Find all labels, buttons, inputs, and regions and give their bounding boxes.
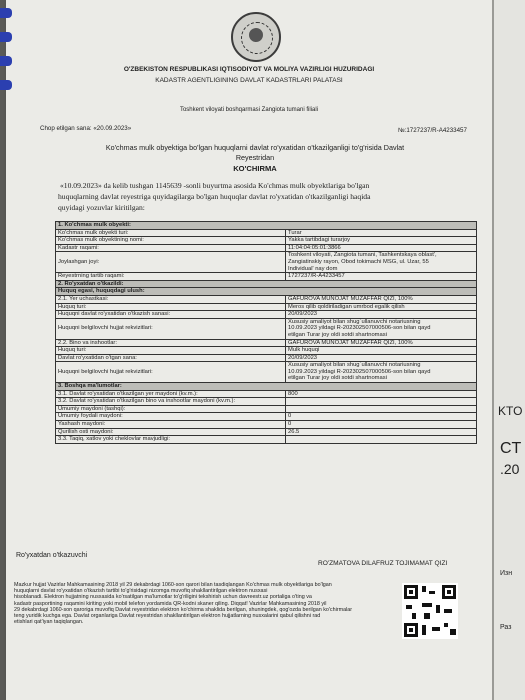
table-section-row	[56, 222, 477, 230]
row-key: 3.2. Davlat ro'yxatidan o'tkazilgan bino va inshootlar maydoni (kv.m.):	[56, 398, 286, 406]
row-value	[286, 398, 477, 406]
row-key: Huquqni belgilovchi hujjat rekvizitlari:	[56, 318, 286, 339]
row-key: Yashash maydoni:	[56, 421, 286, 429]
document-line: Xususiy amaliyot bilan shug`ullanuvchi notariusning	[288, 318, 421, 325]
qr-code-icon	[402, 583, 458, 639]
row-value: Meros qilib qoldiriladigan umrbod egalik qilish	[286, 303, 477, 311]
row-value: 0	[286, 421, 477, 429]
table-row	[56, 273, 477, 281]
row-key: Kadastr raqami:	[56, 244, 286, 252]
registrar-role: Ro'yxatdan o'tkazuvchi	[16, 552, 88, 559]
row-key: 2.2. Bino va inshootlar:	[56, 339, 286, 347]
row-key: Reyestrning tartib raqami:	[56, 273, 286, 281]
table-row	[56, 436, 477, 444]
row-value: Turar	[286, 229, 477, 237]
table-row	[56, 421, 477, 429]
table-row	[56, 347, 477, 355]
table-row	[56, 390, 477, 398]
address-line: Toshkent viloyati, Zangiota tumani, Tashkentskaya oblast',	[288, 252, 437, 259]
footnote-line: hisoblanadi. Elektron hujjatning nusxasida ko'rsatilgan ma'lumotlar to'g'riligini tekshirish uchun davreestr.uz portaliga o'ting va	[14, 594, 312, 601]
registrar-name: RO'ZMATOVA DILAFRUZ TOJIMAMAT QIZI	[318, 560, 448, 567]
footnote-line: Mazkur hujjat Vazirlar Mahkamasining 2018 yil 29 dekabrdagi 1060-son qarori bilan tasdiqlangan Ko'chmas mulk obyektlariga bo'lgan	[14, 582, 332, 588]
table-row	[56, 362, 477, 383]
document-line: 10.09.2023 yildagi R-202302507000506-son bilan qayd	[288, 368, 431, 375]
edge-text-kto: KTO	[498, 404, 523, 418]
table-row	[56, 252, 477, 273]
doc-title-line1: Ko'chmas mulk obyektiga bo'lgan huquqlarni davlat ro'yxatidan o'tkazilganligi to'g'risida Davlat	[105, 143, 405, 152]
row-value	[286, 252, 477, 273]
row-value	[286, 362, 477, 383]
address-line: Individual' nay dom	[288, 265, 338, 272]
section-title: 1. Ko'chmas mulk obyekti:	[56, 222, 477, 230]
section-subtitle: Huquq egasi, huquqdagi ulush:	[56, 288, 477, 296]
row-value	[286, 405, 477, 413]
row-value: GAFUROVA MUNOJAT MUZAFFAR QIZI, 100%	[286, 339, 477, 347]
row-value: 20/09/2023	[286, 311, 477, 319]
table-section-row	[56, 280, 477, 288]
document-line: Xususiy amaliyot bilan shug`ullanuvchi notariusning	[288, 362, 421, 369]
row-value	[286, 436, 477, 444]
table-row	[56, 405, 477, 413]
row-key: Umumiy foydali maydoni:	[56, 413, 286, 421]
document-number: №:1727237/R-A4233457	[398, 127, 467, 134]
footnote-line: etishlari qat'iyan taqiqlangan.	[14, 619, 84, 626]
registry-table	[55, 221, 477, 444]
row-value: 0	[286, 413, 477, 421]
document-line: 10.09.2023 yildagi R-202302507000506-son bilan qayd	[288, 325, 431, 332]
address-line: Zangiatinskiy rayon, Obod tokimachi MSG, ul. Uzar, 55	[288, 258, 429, 265]
footnote-line: teng yuridik kuchga ega. Davlat organlariga Davlat reyestridan shakllantirilgan elektron hujjatlarning nusxalarini qabul qilishni rad	[14, 613, 321, 620]
row-key: Huquq turi:	[56, 303, 286, 311]
binder-clip-mark	[0, 32, 12, 42]
row-value: Yakka tartibdagi turarjoy	[286, 237, 477, 245]
table-row	[56, 339, 477, 347]
intro-line3: quyidagi yozuvlar kiritilgan:	[58, 203, 145, 212]
row-key: 3.3. Taqiq, xatlov yoki cheklovlar mavjudligi:	[56, 436, 286, 444]
row-value	[286, 318, 477, 339]
table-row	[56, 237, 477, 245]
table-row	[56, 318, 477, 339]
table-row	[56, 428, 477, 436]
table-row	[56, 413, 477, 421]
row-value: 800	[286, 390, 477, 398]
document-line: etilgan Turar joy oldi sotdi shartnomasi	[288, 331, 387, 338]
footnote-line: 29 dekabrdagi 1060-son qaroriga muvofiq Davlat reyestridan elektron ko'chirma shaklida berilgan, shuningdek, qog'ozda berilgan ko'chirmalar	[14, 606, 353, 613]
row-value: 26.5	[286, 428, 477, 436]
row-key: Qurilish osti maydoni:	[56, 428, 286, 436]
agency-name: KADASTR AGENTLIGINING DAVLAT KADASTRLARI PALATASI	[155, 77, 343, 84]
row-key: Ko'chmas mulk obyektining nomi:	[56, 237, 286, 245]
edge-text-raz: Раз	[500, 624, 512, 631]
section-title: 3. Boshqa ma'lumotlar:	[56, 383, 477, 391]
state-emblem-icon	[231, 12, 281, 62]
table-section-row	[56, 288, 477, 296]
row-value: GAFUROVA MUNOJAT MUZAFFAR QIZI, 100%	[286, 295, 477, 303]
edge-text-izn: Изн	[500, 570, 513, 577]
legal-footnote	[14, 582, 396, 625]
table-row	[56, 295, 477, 303]
table-row	[56, 311, 477, 319]
edge-text-ct: CT	[500, 440, 522, 457]
row-key: Huquq turi:	[56, 347, 286, 355]
table-row	[56, 354, 477, 362]
document-line: etilgan Turar joy oldi sotdi shartnomasi	[288, 375, 387, 382]
table-section-row	[56, 383, 477, 391]
intro-line2: huquqlarning davlat reyestriga quyidagilarga bo'lgan huquqlar davlat ro'yxatidan o'tkazilganligi haqida	[58, 192, 371, 201]
doc-title: KO'CHIRMA	[233, 164, 277, 173]
footnote-line: huquqlarni davlat ro'yxatidan o'tkazish tartibi to'g'risidagi nizomga muvofiq shakllantirilgan elektron nusxasi	[14, 588, 268, 595]
edge-text-20: .20	[500, 461, 520, 477]
row-key: Joylashgan joyi:	[56, 252, 286, 273]
adjacent-document-edge	[492, 0, 525, 700]
binder-clip-mark	[0, 56, 12, 66]
ministry-name: O'ZBEKISTON RESPUBLIKASI IQTISODIYOT VA MOLIYA VAZIRLIGI HUZURIDAGI	[123, 66, 375, 73]
row-key: Huquqni belgilovchi hujjat rekvizitlari:	[56, 362, 286, 383]
row-value: Mulk huquqi	[286, 347, 477, 355]
row-value: 11:04:04:05:01:3866	[286, 244, 477, 252]
row-key: Ko'chmas mulk obyekti turi:	[56, 229, 286, 237]
intro-line1: «10.09.2023» da kelib tushgan 1145639 -sonli buyurtma asosida Ko'chmas mulk obyektlariga bo'lgan	[60, 181, 370, 190]
row-key: 2.1. Yer uchastkasi:	[56, 295, 286, 303]
row-value: 20/09/2023	[286, 354, 477, 362]
footnote-line: kadastr pasportining raqamini kiriting yoki mobil telefon yordamida QR-kodni skaner qiling. Diqqat! Vazirlar Mahkamasining 2018 yil	[14, 600, 327, 607]
table-row	[56, 229, 477, 237]
binder-clip-mark	[0, 8, 12, 18]
row-value: 1727237/R-A4233457	[286, 273, 477, 281]
row-key: Umumiy maydoni (tashqi):	[56, 405, 286, 413]
print-date: Chop etilgan sana: «20.09.2023»	[40, 125, 132, 132]
row-key: Davlat ro'yxatidan o'tgan sana:	[56, 354, 286, 362]
section-title: 2. Ro'yxatdan o'tkazildi:	[56, 280, 477, 288]
doc-title-line2: Reyestridan	[235, 153, 275, 162]
branch-name: Toshkent viloyati boshqarmasi Zangiota tumani filiali	[179, 107, 319, 113]
row-key: 3.1. Davlat ro'yxatidan o'tkazilgan yer maydoni (kv.m.):	[56, 390, 286, 398]
table-row	[56, 244, 477, 252]
table-row	[56, 303, 477, 311]
table-row	[56, 398, 477, 406]
row-key: Huquqni davlat ro'yxatidan o'tkazish sanasi:	[56, 311, 286, 319]
